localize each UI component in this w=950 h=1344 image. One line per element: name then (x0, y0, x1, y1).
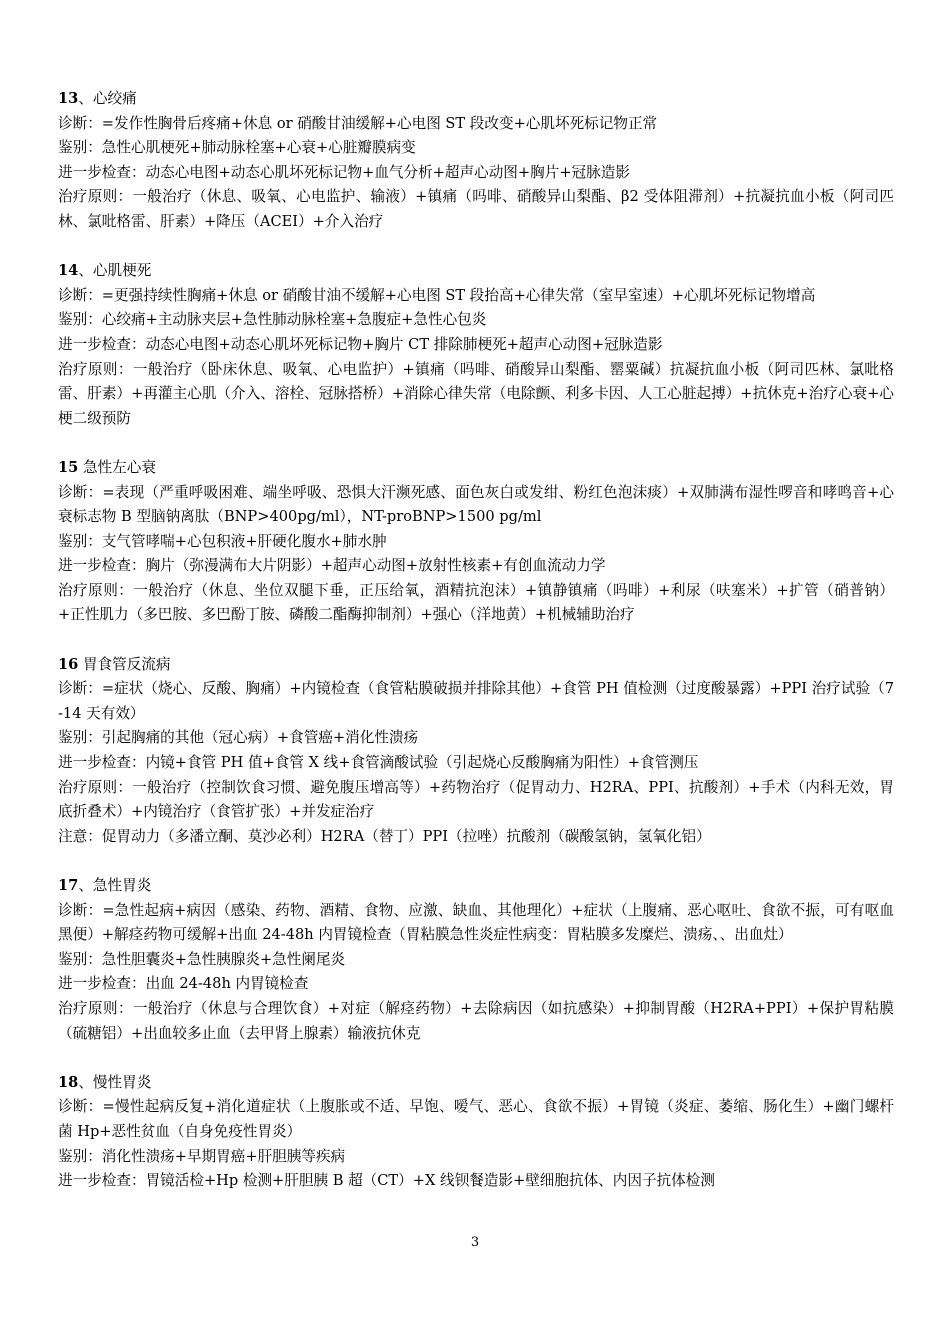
differential-text: 鉴别：消化性溃疡+早期胃癌+肝胆胰等疾病 (58, 1147, 346, 1165)
section-heading: 急性胃炎 (92, 877, 152, 894)
diagnosis-text: 诊断：=症状（烧心、反酸、胸痛）+内镜检查（食管粘膜破损并排除其他）+食管 PH 值检测（过度酸暴露）+PPI 治疗试验（7-14 天有效） (58, 680, 894, 722)
section-number: 13 (58, 90, 79, 107)
section-title (58, 259, 894, 284)
section-acute-left-heart-failure (58, 456, 894, 628)
section-number: 14 (58, 262, 79, 280)
further-exam-text: 进一步检查：胸片（弥漫满布大片阴影）+超声心动图+放射性核素+有创血流动力学 (58, 557, 606, 575)
treatment-text: 治疗原则：一般治疗（休息与合理饮食）+对症（解痉药物）+去除病因（如抗感染）+抑制胃酸（H2RA+PPI）+保护胃粘膜（硫糖铝）+出血较多止血（去甲肾上腺素）输液抗休克 (58, 999, 894, 1042)
differential-text: 鉴别：支气管哮喘+心包积液+肝硬化腹水+肺水肿 (58, 532, 387, 550)
treatment-text: 治疗原则：一般治疗（休息、坐位双腿下垂，正压给氧，酒精抗泡沫）+镇静镇痛（吗啡）+利尿（呋塞米）+扩管（硝普钠）+正性肌力（多巴胺、多巴酚丁胺、磷酸二酯酶抑制剂）+强心（洋地黄）+机械辅助治疗 (58, 581, 894, 624)
page-number: 3 (470, 1235, 480, 1250)
section-separator: 、 (78, 262, 93, 280)
document-content (58, 87, 894, 1218)
section-number: 15 (58, 458, 79, 476)
further-exam-text: 进一步检查：内镜+食管 PH 值+食管 X 线+食管滴酸试验（引起烧心反酸胸痛为阳性）+食管测压 (58, 754, 699, 772)
diagnosis-text: 诊断：=表现（严重呼吸困难、端坐呼吸、恐惧大汗濒死感、面色灰白或发绀、粉红色泡沫痰）+双肺满布湿性啰音和哮鸣音+心衰标志物 B 型脑钠离肽（BNP>400pg/ml），NT-proBNP>1500 pg/ml (58, 483, 894, 526)
section-heading: 心肌梗死 (92, 262, 152, 280)
diagnosis-text: 诊断：=急性起病+病因（感染、药物、酒精、食物、应激、缺血、其他理化）+症状（上腹痛、恶心呕吐、食欲不振，可有呕血黑便）+解痉药物可缓解+出血 24-48h 内胃镜检查（胃粘膜急性炎症性病变：胃粘膜多发糜烂、溃疡、、出血灶） (58, 901, 894, 944)
section-chronic-gastritis (58, 1071, 894, 1194)
section-number: 16 (58, 655, 79, 673)
section-title (58, 653, 894, 678)
section-title (58, 456, 894, 481)
section-heading: 慢性胃炎 (92, 1073, 152, 1091)
section-number: 17 (58, 877, 79, 894)
diagnosis-text: 诊断：=发作性胸骨后疼痛+休息 or 硝酸甘油缓解+心电图 ST 段改变+心肌坏死标记物正常 (58, 114, 658, 132)
diagnosis-text: 诊断：=更强持续性胸痛+休息 or 硝酸甘油不缓解+心电图 ST 段抬高+心律失常（室早室速）+心肌坏死标记物增高 (58, 286, 816, 304)
section-myocardial-infarction (58, 259, 894, 431)
section-separator: 、 (78, 877, 93, 894)
section-gerd (58, 653, 894, 850)
further-exam-text: 进一步检查：胃镜活检+Hp 检测+肝胆胰 B 超（CT）+X 线钡餐造影+壁细胞抗体、内因子抗体检测 (58, 1172, 715, 1190)
section-number: 18 (58, 1073, 79, 1091)
section-heading: 心绞痛 (92, 90, 137, 107)
treatment-text: 治疗原则：一般治疗（卧床休息、吸氧、心电监护）+镇痛（吗啡、硝酸异山梨酯、罂粟碱）抗凝抗血小板（阿司匹林、氯吡格雷、肝素）+再灌主心肌（介入、溶栓、冠脉搭桥）+消除心律失常（电除颤、利多卡因、人工心脏起搏）+抗休克+治疗心衰+心梗二级预防 (58, 360, 894, 427)
section-acute-gastritis (58, 874, 894, 1046)
differential-text: 鉴别：引起胸痛的其他（冠心病）+食管癌+消化性溃疡 (58, 729, 419, 747)
section-heading: 胃食管反流病 (82, 655, 171, 673)
differential-text: 鉴别：心绞痛+主动脉夹层+急性肺动脉栓塞+急腹症+急性心包炎 (58, 311, 487, 329)
differential-text: 鉴别：急性胆囊炎+急性胰腺炎+急性阑尾炎 (58, 950, 346, 968)
section-angina (58, 87, 894, 235)
section-title (58, 874, 894, 899)
section-title (58, 1071, 894, 1096)
section-heading: 急性左心衰 (82, 458, 156, 476)
differential-text: 鉴别：急性心肌梗死+肺动脉栓塞+心衰+心脏瓣膜病变 (58, 139, 416, 157)
section-separator: 、 (78, 90, 93, 107)
treatment-text: 治疗原则：一般治疗（控制饮食习惯、避免腹压增高等）+药物治疗（促胃动力、H2RA、PPI、抗酸剂）+手术（内科无效，胃底折叠术）+内镜治疗（食管扩张）+并发症治疗 (58, 778, 894, 821)
diagnosis-text: 诊断：=慢性起病反复+消化道症状（上腹胀或不适、早饱、嗳气、恶心、食欲不振）+胃镜（炎症、萎缩、肠化生）+幽门螺杆菌 Hp+恶性贫血（自身免疫性胃炎） (58, 1098, 894, 1140)
further-exam-text: 进一步检查：出血 24-48h 内胃镜检查 (58, 975, 309, 993)
further-exam-text: 进一步检查：动态心电图+动态心肌坏死标记物+血气分析+超声心动图+胸片+冠脉造影 (58, 163, 630, 181)
treatment-text: 治疗原则：一般治疗（休息、吸氧、心电监护、输液）+镇痛（吗啡、硝酸异山梨酯、β2 受体阻滞剂）+抗凝抗血小板（阿司匹林、氯吡格雷、肝素）+降压（ACEI）+介入治疗 (58, 188, 894, 230)
section-separator: 、 (78, 1073, 93, 1091)
section-title (58, 87, 894, 112)
further-exam-text: 进一步检查：动态心电图+动态心肌坏死标记物+胸片 CT 排除肺梗死+超声心动图+冠脉造影 (58, 335, 663, 353)
note-text: 注意：促胃动力（多潘立酮、莫沙必利）H2RA（替丁）PPI（拉唑）抗酸剂（碳酸氢钠，氢氧化铝） (58, 827, 711, 845)
